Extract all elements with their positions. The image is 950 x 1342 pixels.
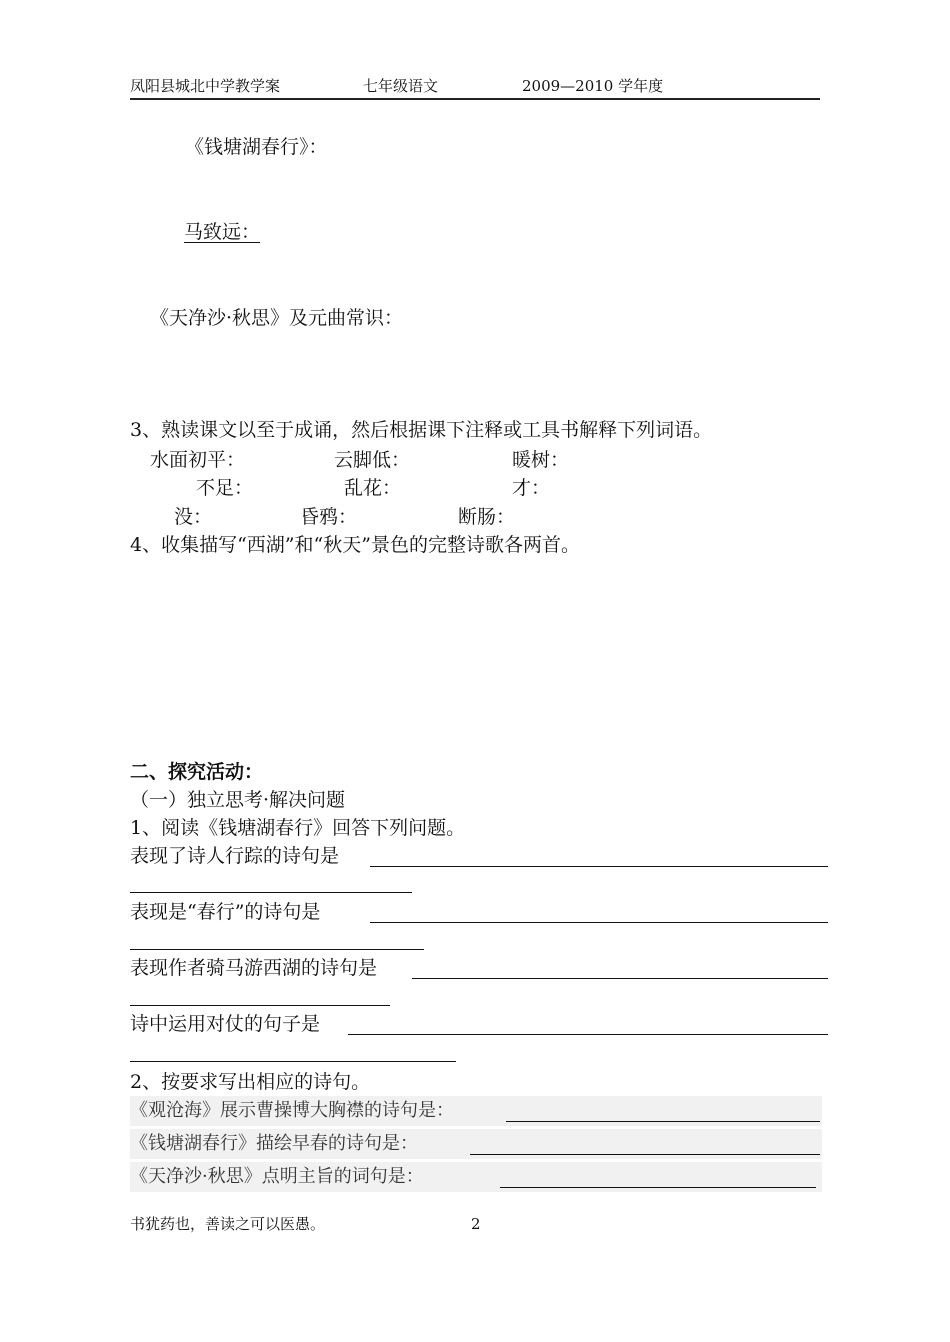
answer-row xyxy=(130,900,828,926)
question-label: 诗中运用对仗的句子是 xyxy=(130,1013,321,1035)
header-year: 2009—2010 学年度 xyxy=(522,77,664,95)
fill-label: 《天净沙·秋思》点明主旨的词句是： xyxy=(130,1166,424,1187)
section2-item2: 2、按要求写出相应的诗句。 xyxy=(130,1071,371,1093)
page-number: 2 xyxy=(471,1215,481,1233)
footer-motto: 书犹药也，善读之可以医愚。 xyxy=(130,1215,326,1233)
fill-label: 《观沧海》展示曹操博大胸襟的诗句是： xyxy=(130,1100,454,1121)
q4-prompt: 4、收集描写“西湖”和“秋天”景色的完整诗歌各两首。 xyxy=(130,534,580,556)
answer-blank[interactable] xyxy=(412,978,828,979)
header-subject: 七年级语文 xyxy=(363,77,439,95)
fill-label: 《钱塘湖春行》描绘早春的诗句是： xyxy=(130,1133,418,1154)
answer-blank-continued[interactable] xyxy=(130,1005,390,1006)
q3-word: 昏鸦： xyxy=(300,506,358,528)
answer-blank[interactable] xyxy=(370,922,828,923)
answer-row xyxy=(130,844,828,870)
note-tianjingsha: 《天净沙·秋思》及元曲常识： xyxy=(150,307,404,329)
q3-word: 乱花： xyxy=(344,477,402,499)
answer-blank[interactable] xyxy=(370,866,828,867)
answer-blank-continued[interactable] xyxy=(130,949,424,950)
fill-row xyxy=(130,1162,822,1192)
section2-title: 二、探究活动： xyxy=(130,761,264,783)
fill-blank[interactable] xyxy=(500,1187,816,1188)
answer-row xyxy=(130,1012,828,1038)
q3-word: 暖树： xyxy=(512,449,570,471)
fill-blank[interactable] xyxy=(506,1121,820,1122)
question-label: 表现了诗人行踪的诗句是 xyxy=(130,845,340,867)
note-mazhiyuan: 马致远： xyxy=(184,221,261,243)
header-school: 凤阳县城北中学教学案 xyxy=(130,77,281,95)
answer-blank-continued[interactable] xyxy=(130,1061,456,1062)
q3-word: 不足： xyxy=(196,477,254,499)
q3-word: 没： xyxy=(174,506,213,528)
answer-blank[interactable] xyxy=(348,1034,828,1035)
q3-word: 断肠： xyxy=(458,506,516,528)
q3-prompt: 3、熟读课文以至于成诵，然后根据课下注释或工具书解释下列词语。 xyxy=(130,419,713,441)
page-header xyxy=(130,76,820,100)
q3-word: 水面初平： xyxy=(150,449,246,471)
answer-row xyxy=(130,956,828,982)
note-qiantang: 《钱塘湖春行》： xyxy=(185,136,328,158)
section2-item1: 1、阅读《钱塘湖春行》回答下列问题。 xyxy=(130,817,466,839)
fill-row xyxy=(130,1129,822,1159)
q3-word: 才： xyxy=(512,477,551,499)
answer-blank-continued[interactable] xyxy=(130,892,412,893)
question-label: 表现作者骑马游西湖的诗句是 xyxy=(130,957,378,979)
question-label: 表现是“春行”的诗句是 xyxy=(130,901,321,923)
fill-blank[interactable] xyxy=(470,1154,820,1155)
section2-subtitle: （一）独立思考·解决问题 xyxy=(130,789,346,811)
q3-word: 云脚低： xyxy=(334,449,411,471)
fill-row xyxy=(130,1096,822,1126)
